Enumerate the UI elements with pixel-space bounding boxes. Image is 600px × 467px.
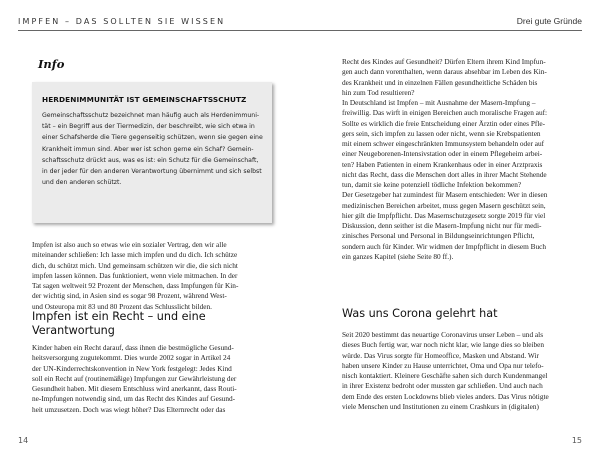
- right-section-heading: Was uns Corona gelehrt hat: [342, 307, 498, 320]
- page-number-left: 14: [18, 436, 29, 445]
- text-line: zinisches Personal und Personal in Bildungseinrichtungen Pflicht,: [342, 231, 535, 241]
- text-line: medizinischen Bereichen arbeitet, muss gegen Masern geschützt sein,: [342, 200, 546, 210]
- text-line: Seit 2020 bestimmt das neuartige Coronavirus unser Leben – und als: [342, 330, 544, 339]
- text-line: Tat sagen weltweit 92 Prozent der Menschen, dass Impfungen für Kin-: [32, 281, 239, 290]
- text-line: schaftsschutz drückt aus, was es ist: ein Schutz für die Gemeinschaft,: [42, 156, 259, 164]
- header-rule-right: [300, 30, 582, 31]
- left-paragraph-1: [32, 240, 238, 312]
- info-label: Info: [38, 57, 65, 71]
- text-line: Kinder haben ein Recht darauf, dass ihnen die bestmögliche Gesund-: [32, 343, 234, 352]
- running-head-right: Drei gute Gründe: [516, 16, 582, 26]
- text-line: der UN-Kinderrechtskonvention in New York festgelegt: Jedes Kind: [32, 363, 232, 373]
- running-head-left: IMPFEN – DAS SOLLTEN SIE WISSEN: [18, 17, 226, 26]
- text-line: tun, damit sie keine potenziell tödliche Infektion bekommen?: [342, 180, 522, 189]
- right-paragraph-2: [342, 98, 547, 262]
- left-paragraph-2: [32, 343, 237, 415]
- text-line: einer Neugeborenen-Intensivstation oder in einem Pflegeheim arbei-: [342, 149, 543, 159]
- text-line: Impfen ist ein Recht – und eine: [32, 310, 206, 323]
- text-line: heitsversorgung zugutekommt. Dies wurde 2002 sogar in Artikel 24: [32, 353, 231, 363]
- page-number-right: 15: [571, 436, 582, 445]
- text-line: ne-Impfungen notwendig sind, um das Recht des Kindes auf Gesund-: [32, 394, 236, 404]
- text-line: dieses Buch fertig war, war noch nicht klar, wie lange dies so bleiben: [342, 340, 545, 350]
- text-line: heit umzusetzen. Doch was wiegt höher? Das Elternrecht oder das: [32, 404, 226, 414]
- text-line: nicht das Recht, dass die Menschen dort alles in ihrer Macht Stehende: [342, 169, 547, 179]
- text-line: und Osteuropa mit 83 und 80 Prozent das Schlusslicht bilden.: [32, 301, 212, 311]
- text-line: miteinander schließen: Ich lasse mich impfen und du dich. Ich schütze: [32, 250, 238, 260]
- info-box-text: [42, 110, 264, 188]
- info-box: [32, 82, 272, 223]
- text-line: Krankheit immun sind. Aber wer ist schon gerne ein Schaf? Gemein-: [42, 145, 254, 153]
- right-paragraph-1: [342, 57, 547, 98]
- text-line: viele Menschen und Institutionen zu einem Crashkurs in (digitalen): [342, 401, 539, 411]
- text-line: Der Gesetzgeber hat zumindest für Masern entschieden: Wer in diesen: [342, 190, 548, 200]
- info-box-heading: HERDENIMMUNITÄT IST GEMEINSCHAFTSSCHUTZ: [42, 95, 247, 104]
- text-line: Verantwortung: [32, 324, 115, 337]
- text-line: in ihrer Existenz bedroht oder mussten gar schließen. Und auch nach: [342, 381, 543, 391]
- text-line: des Krankheit und in einzelnen Fällen gesundheitliche Schäden bis: [342, 77, 538, 87]
- text-line: würde. Das Virus sorgte für Homeoffice, Masken und Abstand. Wir: [342, 350, 539, 360]
- text-line: tät – ein Begriff aus der Tiermedizin, der beschreibt, wie sich etwa in: [42, 123, 255, 131]
- header-rule-left: [18, 30, 300, 31]
- text-line: gen auch dann vorenthalten, wenn daraus absehbar im Leben des Kin-: [342, 67, 547, 77]
- text-line: hier gilt die Impfpflicht. Das Masernschutzgesetz sorgte 2019 für viel: [342, 210, 546, 220]
- text-line: der wichtig sind, in Asien sind es sogar 98 Prozent, während West-: [32, 291, 227, 301]
- text-line: hin zum Tod resultieren?: [342, 87, 415, 97]
- text-line: dich, du schützt mich. Und gemeinsam schützen wir die, die sich nicht: [32, 260, 238, 270]
- left-section-heading: [32, 310, 206, 338]
- text-line: soll ein Recht auf (routinemäßige) Impfungen zur Gewährleistung der: [32, 373, 237, 383]
- text-line: impfen lassen können. Das funktioniert, wenn viele mitmachen. In der: [32, 270, 238, 280]
- text-line: Sollte es wirklich die freie Entscheidung einer Ärztin oder eines Pfle-: [342, 118, 546, 128]
- text-line: nisch kontaktiert. Kleinere Geschäfte sahen sich durch Kundenmangel: [342, 371, 548, 380]
- text-line: und den anderen schützt.: [42, 179, 122, 187]
- right-page: [300, 0, 600, 467]
- text-line: in der jeder für den anderen Verantwortung übernimmt und sich selbst: [42, 168, 262, 176]
- text-line: dem Ende des ersten Lockdowns blieb vieles anders. Das Virus nötigte: [342, 391, 549, 401]
- text-line: In Deutschland ist Impfen – mit Ausnahme der Masern-Impfung –: [342, 98, 536, 107]
- text-line: Gesundheit haben. Mit diesem Entschluss wird anerkannt, dass Routi-: [32, 384, 237, 393]
- text-line: einer Schafsherde die Tiere gegenseitig schützen, wenn sie gegen eine: [42, 134, 263, 142]
- text-line: ein ganzes Kapitel (siehe Seite 80 ff.).: [342, 251, 454, 261]
- text-line: ten? Haben Patienten in einem Krankenhaus oder in einer Arztpraxis: [342, 159, 543, 169]
- text-line: sondern auch für Kinder. Wir widmen der Impfpflicht in diesem Buch: [342, 241, 547, 251]
- text-line: haben unsere Kinder zu Hause unterrichtet, Oma und Opa nur telefo-: [342, 360, 544, 370]
- text-line: Diskussion, denn seither ist die Masern-Impfung nicht nur für medi-: [342, 221, 542, 230]
- text-line: Impfen ist also auch so etwas wie ein sozialer Vertrag, den wir alle: [32, 240, 227, 249]
- text-line: gers sein, sich impfen zu lassen oder nicht, wenn sie Krebspatienten: [342, 128, 541, 138]
- text-line: Recht des Kindes auf Gesundheit? Dürfen Eltern ihrem Kind Impfun-: [342, 57, 546, 66]
- text-line: mit einem schwer eingeschränkten Immunsystem behandeln oder auf: [342, 139, 545, 148]
- text-line: Gemeinschaftsschutz bezeichnet man häufig auch als Herdenimmuni-: [42, 112, 260, 119]
- text-line: freiwillig. Das wirft in einigen Bereichen auch moralische Fragen auf:: [342, 108, 548, 118]
- right-paragraph-3: [342, 330, 549, 412]
